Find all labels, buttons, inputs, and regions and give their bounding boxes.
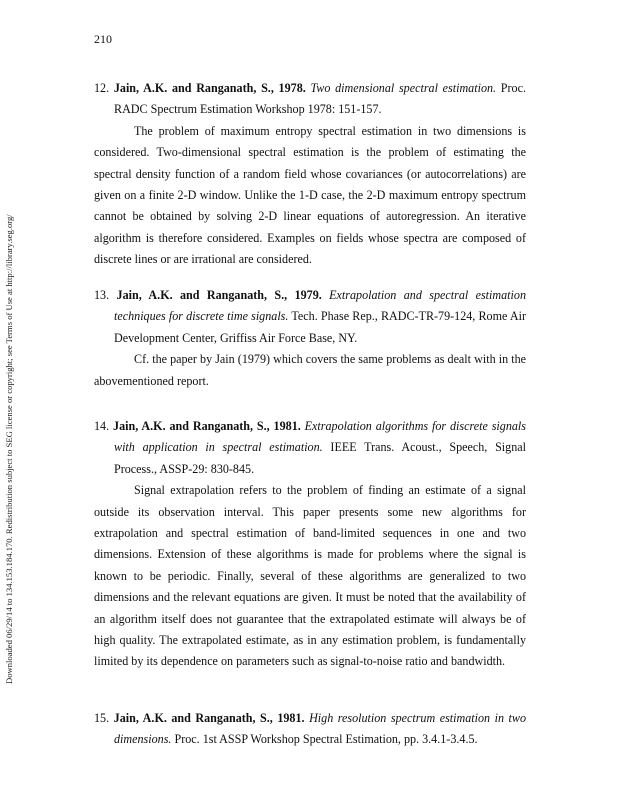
reference-number: 15.	[94, 711, 110, 725]
reference-title: Extrapolation algorithms for discrete signals with application in spectral estimation.	[114, 419, 526, 455]
reference-entry-13	[94, 285, 526, 392]
reference-authors: Jain, A.K. and Ranganath, S., 1981.	[113, 711, 305, 725]
reference-entry-14	[94, 416, 526, 673]
reference-title: High resolution spectrum estimation in two dimensions.	[114, 711, 526, 747]
reference-abstract: Cf. the paper by Jain (1979) which covers the same problems as dealt with in the abovementioned report.	[94, 352, 526, 388]
reference-citation	[94, 416, 526, 480]
reference-citation	[94, 78, 526, 121]
reference-source: Proc. 1st ASSP Workshop Spectral Estimation, pp. 3.4.1-3.4.5.	[174, 732, 478, 747]
reference-citation	[94, 708, 526, 751]
reference-authors: Jain, A.K. and Ranganath, S., 1981.	[113, 419, 301, 433]
reference-title: Two dimensional spectral estimation.	[310, 81, 497, 95]
reference-number: 12.	[94, 81, 110, 95]
reference-abstract: The problem of maximum entropy spectral estimation in two dimensions is considered. Two-dimensional spectral estimation is the problem of estimating the spectral density function of a random field whose covariances (or autocorrelations) are given on a finite 2-D window. Unlike the 1-D case, the 2-D maximum entropy spectrum cannot be obtained by solving 2-D linear equations of autoregression. An iterative algorithm is therefore considered. Examples on fields whose spectra are composed of discrete lines or are irrational are considered.	[94, 123, 526, 267]
reference-number: 13.	[94, 288, 110, 302]
reference-authors: Jain, A.K. and Ranganath, S., 1979.	[116, 288, 322, 302]
reference-authors: Jain, A.K. and Ranganath, S., 1978.	[113, 81, 306, 95]
reference-number: 14.	[94, 419, 110, 433]
reference-source: Tech. Phase Rep., RADC-TR-79-124, Rome Air Development Center, Griffiss Air Force Base, NY.	[114, 309, 526, 345]
reference-entry-12	[94, 78, 526, 271]
reference-title: Extrapolation and spectral estimation techniques for discrete time signals.	[114, 288, 526, 324]
page-number: 210	[94, 32, 112, 46]
reference-source: Proc. RADC Spectrum Estimation Workshop 1978: 151-157.	[114, 81, 526, 117]
download-notice: Downloaded 06/29/14 to 134.153.184.170. Redistribution subject to SEG license or copyright; see Terms of Use at http://library.seg.org/	[4, 214, 14, 684]
reference-entry-15	[94, 708, 526, 751]
reference-citation	[94, 285, 526, 349]
reference-source: IEEE Trans. Acoust., Speech, Signal Process., ASSP-29: 830-845.	[114, 440, 526, 476]
reference-abstract: Signal extrapolation refers to the problem of finding an estimate of a signal outside its observation interval. This paper presents some new algorithms for extrapolation and spectral estimation of band-limited sequences in one and two dimensions. Extension of these algorithms is made for problems where the signal is known to be periodic. Finally, several of these algorithms are generalized to two dimensions and the relevant equations are given. It must be noted that the availability of an algorithm itself does not guarantee that the extrapolated estimate will always be of high quality. The extrapolated estimate, as in any estimation problem, is fundamentally limited by its dependence on parameters such as signal-to-noise ratio and bandwidth.	[94, 483, 526, 669]
